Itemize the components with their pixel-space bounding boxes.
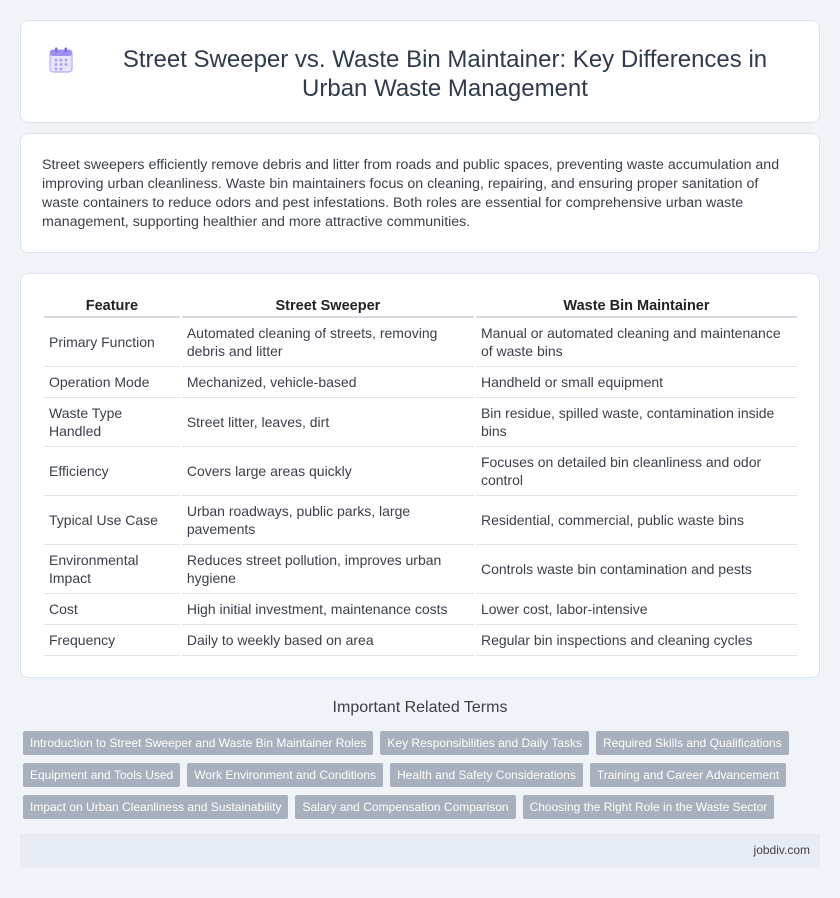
table-cell: Mechanized, vehicle-based	[182, 367, 474, 398]
title-card	[20, 20, 820, 123]
related-term-tag[interactable]: Training and Career Advancement	[590, 763, 786, 787]
table-row	[44, 447, 797, 496]
table-row	[44, 367, 797, 398]
header-street-sweeper: Street Sweeper	[182, 296, 474, 318]
header-waste-bin-maintainer: Waste Bin Maintainer	[476, 296, 797, 318]
related-term-tag[interactable]: Choosing the Right Role in the Waste Sector	[523, 795, 775, 819]
intro-paragraph: Street sweepers efficiently remove debris and litter from roads and public spaces, preventing waste accumulation and improving urban cleanliness. Waste bin maintainers focus on cleaning, repairing, and ensuring proper sanitation of waste containers to reduce odors and pest infestations. Both roles are essential for comprehensive urban waste management, supporting healthier and more attractive communities.	[42, 157, 780, 230]
table-cell: Residential, commercial, public waste bins	[476, 496, 797, 545]
comparison-card	[20, 273, 820, 678]
table-cell: Operation Mode	[44, 367, 180, 398]
table-cell: Environmental Impact	[44, 545, 180, 594]
table-row	[44, 594, 797, 625]
intro-card	[20, 133, 820, 253]
table-cell: Typical Use Case	[44, 496, 180, 545]
table-cell: Focuses on detailed bin cleanliness and odor control	[476, 447, 797, 496]
table-cell: Reduces street pollution, improves urban hygiene	[182, 545, 474, 594]
table-cell: Urban roadways, public parks, large pavements	[182, 496, 474, 545]
table-cell: Covers large areas quickly	[182, 447, 474, 496]
table-row	[44, 496, 797, 545]
related-term-tag[interactable]: Impact on Urban Cleanliness and Sustainability	[23, 795, 288, 819]
table-cell: Frequency	[44, 625, 180, 656]
related-terms-title: Important Related Terms	[332, 699, 508, 716]
table-row	[44, 625, 797, 656]
table-cell: Street litter, leaves, dirt	[182, 398, 474, 447]
table-cell: High initial investment, maintenance costs	[182, 594, 474, 625]
related-term-tag[interactable]: Health and Safety Considerations	[390, 763, 583, 787]
footer	[20, 834, 820, 868]
table-header-row	[44, 296, 797, 318]
related-term-tag[interactable]: Introduction to Street Sweeper and Waste Bin Maintainer Roles	[23, 731, 373, 755]
footer-site-link[interactable]: jobdiv.com	[753, 843, 810, 857]
table-cell: Manual or automated cleaning and maintenance of waste bins	[476, 318, 797, 367]
table-row	[44, 398, 797, 447]
related-term-tag[interactable]: Required Skills and Qualifications	[596, 731, 789, 755]
table-cell: Efficiency	[44, 447, 180, 496]
related-term-tag[interactable]: Equipment and Tools Used	[23, 763, 180, 787]
header-feature: Feature	[44, 296, 180, 318]
page-title: Street Sweeper vs. Waste Bin Maintainer: Key Differences in Urban Waste Management	[122, 46, 768, 102]
table-cell: Controls waste bin contamination and pests	[476, 545, 797, 594]
table-cell: Automated cleaning of streets, removing debris and litter	[182, 318, 474, 367]
table-cell: Cost	[44, 594, 180, 625]
table-cell: Bin residue, spilled waste, contamination inside bins	[476, 398, 797, 447]
related-term-tag[interactable]: Key Responsibilities and Daily Tasks	[380, 731, 589, 755]
table-cell: Regular bin inspections and cleaning cycles	[476, 625, 797, 656]
related-term-tag[interactable]: Work Environment and Conditions	[187, 763, 383, 787]
table-cell: Lower cost, labor-intensive	[476, 594, 797, 625]
table-row	[44, 318, 797, 367]
table-cell: Daily to weekly based on area	[182, 625, 474, 656]
related-terms-list	[23, 731, 803, 819]
related-term-tag[interactable]: Salary and Compensation Comparison	[295, 795, 515, 819]
table-cell: Primary Function	[44, 318, 180, 367]
table-row	[44, 545, 797, 594]
comparison-table	[42, 296, 799, 656]
table-cell: Handheld or small equipment	[476, 367, 797, 398]
table-cell: Waste Type Handled	[44, 398, 180, 447]
